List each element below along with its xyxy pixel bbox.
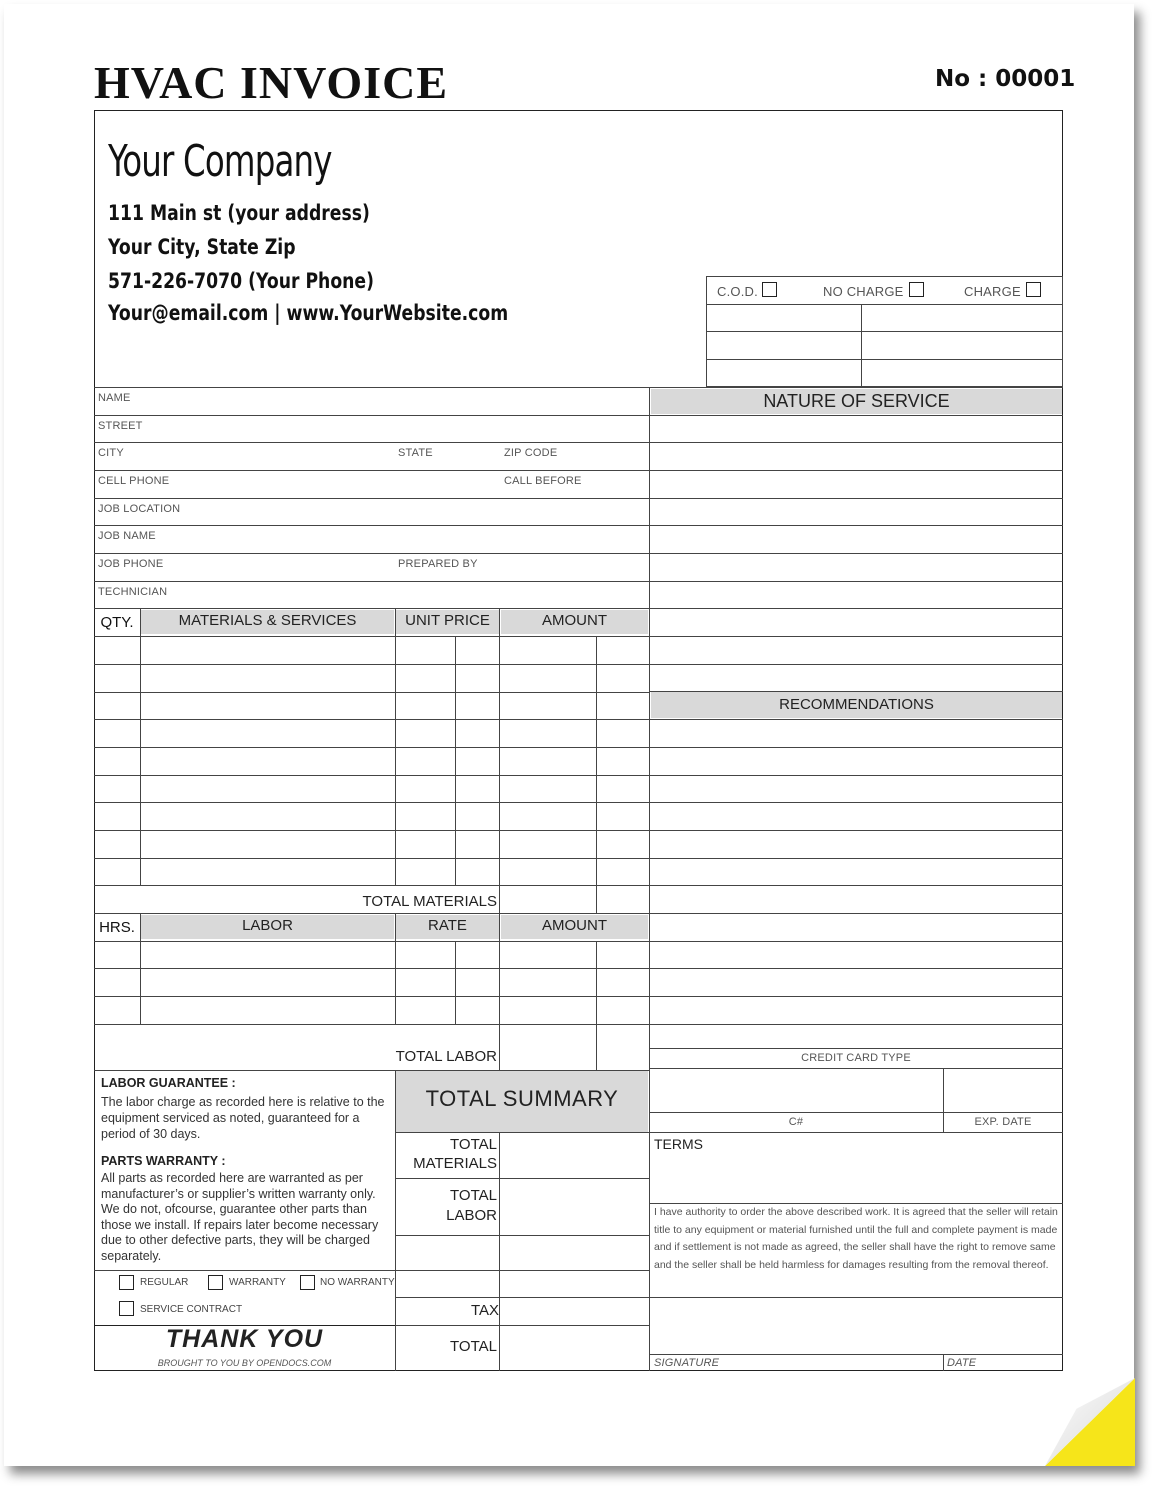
cod-label: C.O.D. [717, 284, 758, 299]
street-label: STREET [98, 420, 143, 432]
summary-total-materials-2: MATERIALS [413, 1155, 497, 1172]
unit-price-header: UNIT PRICE [396, 610, 499, 634]
summary-total-labor-1: TOTAL [450, 1187, 497, 1204]
charge-label: CHARGE [964, 284, 1021, 299]
technician-label: TECHNICIAN [98, 586, 168, 598]
materials-header: MATERIALS & SERVICES [141, 610, 394, 634]
parts-warranty-title: PARTS WARRANTY : [101, 1154, 226, 1168]
summary-tax: TAX [470, 1302, 499, 1319]
no-charge-checkbox[interactable] [909, 282, 924, 297]
total-labor-label: TOTAL LABOR [395, 1048, 497, 1065]
labor-amount-header: AMOUNT [501, 915, 648, 939]
invoice-number: No : 00001 [935, 66, 1076, 92]
summary-total: TOTAL [450, 1338, 497, 1355]
cod-checkbox[interactable] [762, 282, 777, 297]
total-materials-label: TOTAL MATERIALS [362, 893, 497, 910]
warranty-checkbox[interactable] [208, 1275, 223, 1290]
card-number-label: C# [788, 1116, 804, 1128]
regular-checkbox[interactable] [119, 1275, 134, 1290]
warranty-label: WARRANTY [229, 1277, 286, 1288]
company-name: Your Company [108, 136, 332, 187]
call-before-label: CALL BEFORE [504, 475, 582, 487]
job-phone-label: JOB PHONE [98, 558, 164, 570]
charge-checkbox[interactable] [1026, 282, 1041, 297]
exp-date-label: EXP. DATE [974, 1116, 1032, 1128]
terms-text: I have authority to order the above described work. It is agreed that the seller will retain title to any equipment or material furnished until the full and complete payment is made and if settlement is not made as agreed, the seller shall have the right to remove same and the seller shall be held harmless for damages resulting from the removal thereof. [654, 1206, 1058, 1271]
invoice-title: HVAC INVOICE [94, 57, 449, 108]
name-label: NAME [98, 392, 131, 404]
parts-warranty-text: All parts as recorded here are warranted as per manufacturer’s or supplier’s written warranty only. We do not, ofcourse, guarantee other parts than those we install. If repairs later become necessary due to other defective parts, they will be charged separately. [101, 1171, 379, 1263]
terms-title: TERMS [654, 1136, 703, 1152]
no-charge-label: NO CHARGE [823, 284, 904, 299]
city-label: CITY [98, 447, 124, 459]
no-warranty-label: NO WARRANTY [320, 1277, 395, 1288]
job-location-label: JOB LOCATION [98, 503, 181, 515]
company-address: 111 Main st (your address) [108, 201, 370, 225]
cell-phone-label: CELL PHONE [98, 475, 170, 487]
service-contract-label: SERVICE CONTRACT [140, 1304, 243, 1315]
amount-header: AMOUNT [501, 610, 648, 634]
date-label: DATE [947, 1357, 977, 1369]
service-contract-checkbox[interactable] [119, 1301, 134, 1316]
nature-of-service-header: NATURE OF SERVICE [651, 389, 1062, 414]
summary-total-materials-1: TOTAL [450, 1136, 497, 1153]
brought-to-you: BROUGHT TO YOU BY OPENDOCS.COM [157, 1358, 332, 1368]
company-phone: 571-226-7070 (Your Phone) [108, 269, 374, 293]
company-email-web: Your@email.com | www.YourWebsite.com [108, 301, 509, 325]
labor-header: LABOR [141, 915, 394, 939]
regular-label: REGULAR [140, 1277, 189, 1288]
summary-total-labor-2: LABOR [446, 1207, 497, 1224]
recommendations-header: RECOMMENDATIONS [651, 692, 1062, 718]
labor-guarantee-title: LABOR GUARANTEE : [101, 1076, 236, 1090]
state-label: STATE [398, 447, 433, 459]
company-city: Your City, State Zip [108, 235, 296, 259]
prepared-by-label: PREPARED BY [398, 558, 478, 570]
thank-you: THANK YOU [165, 1325, 324, 1353]
hrs-header: HRS. [99, 919, 135, 936]
qty-header: QTY. [100, 614, 134, 631]
signature-label: SIGNATURE [654, 1357, 720, 1369]
rate-header: RATE [396, 915, 499, 939]
zip-label: ZIP CODE [504, 447, 558, 459]
job-name-label: JOB NAME [98, 530, 156, 542]
no-warranty-checkbox[interactable] [300, 1275, 315, 1290]
labor-guarantee-text: The labor charge as recorded here is relative to the equipment serviced as noted, guaranteed for a period of 30 days. [101, 1095, 385, 1141]
total-summary-header: TOTAL SUMMARY [396, 1071, 648, 1132]
credit-card-type-label: CREDIT CARD TYPE [801, 1052, 911, 1064]
